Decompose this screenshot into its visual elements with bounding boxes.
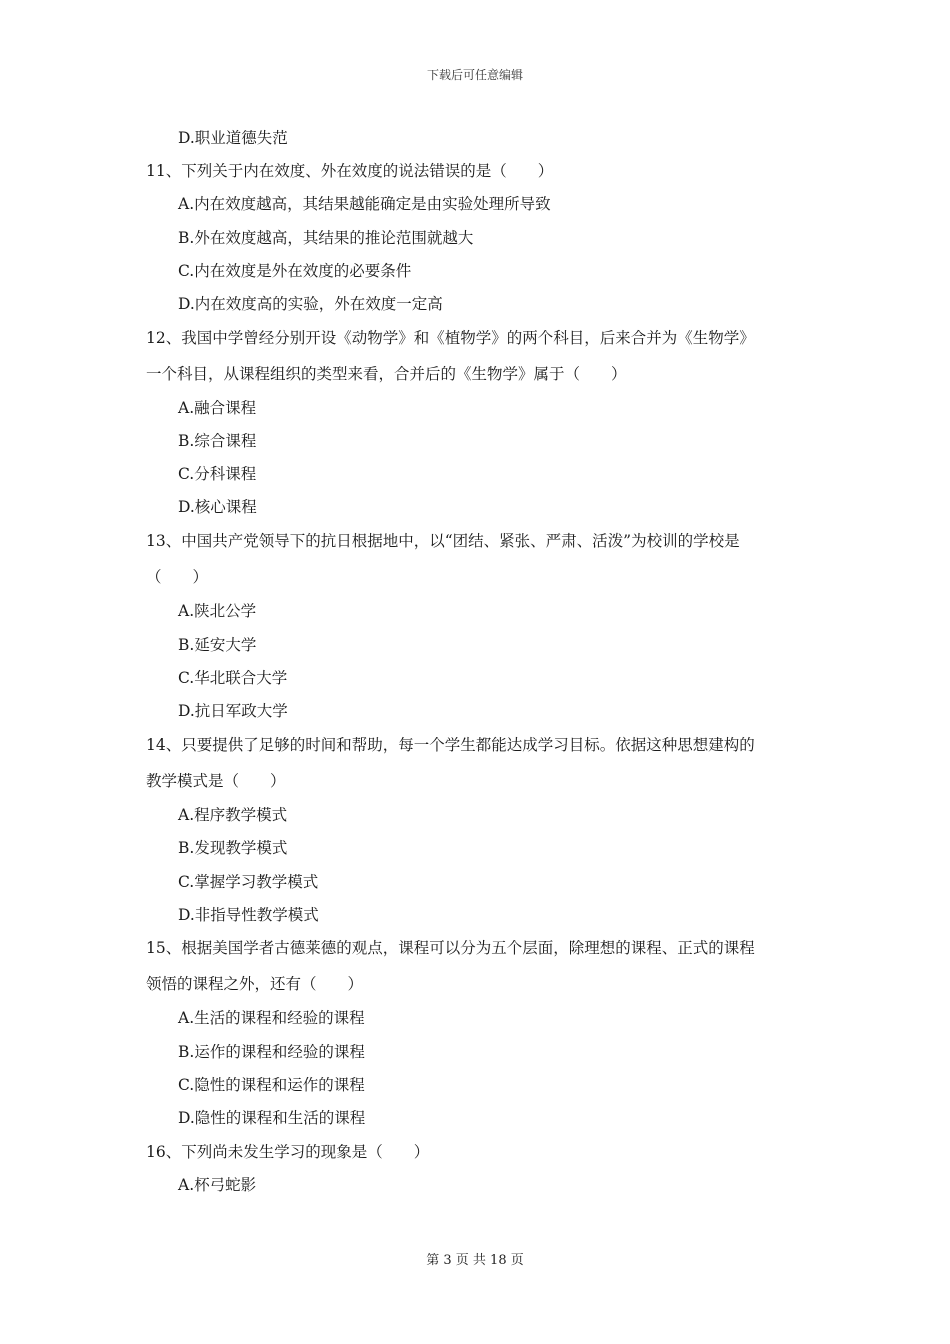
answer-option: C.华北联合大学	[178, 669, 288, 687]
question-text: 12、我国中学曾经分别开设《动物学》和《植物学》的两个科目，后来合并为《生物学》	[146, 329, 755, 347]
answer-option: A.内在效度越高，其结果越能确定是由实验处理所导致	[178, 195, 551, 213]
question-text: 16、下列尚未发生学习的现象是（ ）	[146, 1143, 430, 1161]
answer-option: A.陕北公学	[178, 602, 257, 620]
answer-option: B.综合课程	[178, 432, 257, 450]
answer-option: D.非指导性教学模式	[178, 906, 319, 924]
question-continuation: （ ）	[146, 568, 209, 586]
page-header: 下载后可任意编辑	[426, 68, 523, 82]
answer-option: C.分科课程	[178, 465, 257, 483]
answer-option: C.掌握学习教学模式	[178, 873, 319, 891]
answer-option: A.融合课程	[178, 399, 257, 417]
answer-option: A.生活的课程和经验的课程	[178, 1009, 365, 1027]
answer-option: B.运作的课程和经验的课程	[178, 1043, 365, 1061]
answer-option: D.核心课程	[178, 498, 257, 516]
answer-option: D.内在效度高的实验，外在效度一定高	[178, 295, 443, 313]
answer-option: C.内在效度是外在效度的必要条件	[178, 262, 412, 280]
question-continuation: 领悟的课程之外，还有（ ）	[146, 975, 364, 993]
answer-option: D.职业道德失范	[178, 129, 288, 147]
answer-option: A.杯弓蛇影	[178, 1176, 257, 1194]
page-footer: 第 3 页 共 18 页	[426, 1253, 524, 1268]
question-continuation: 一个科目，从课程组织的类型来看，合并后的《生物学》属于（ ）	[146, 365, 627, 383]
answer-option: C.隐性的课程和运作的课程	[178, 1076, 365, 1094]
question-text: 15、根据美国学者古德莱德的观点，课程可以分为五个层面，除理想的课程、正式的课程	[146, 939, 755, 957]
question-text: 14、只要提供了足够的时间和帮助，每一个学生都能达成学习目标。依据这种思想建构的	[146, 736, 755, 754]
answer-option: D.隐性的课程和生活的课程	[178, 1109, 366, 1127]
question-text: 13、中国共产党领导下的抗日根据地中，以“团结、紧张、严肃、活泼”为校训的学校是	[146, 532, 740, 550]
question-text: 11、下列关于内在效度、外在效度的说法错误的是（ ）	[146, 162, 554, 180]
answer-option: B.延安大学	[178, 636, 257, 654]
answer-option: B.外在效度越高，其结果的推论范围就越大	[178, 229, 474, 247]
answer-option: D.抗日军政大学	[178, 702, 288, 720]
question-continuation: 教学模式是（ ）	[146, 772, 286, 790]
answer-option: A.程序教学模式	[178, 806, 288, 824]
answer-option: B.发现教学模式	[178, 839, 288, 857]
